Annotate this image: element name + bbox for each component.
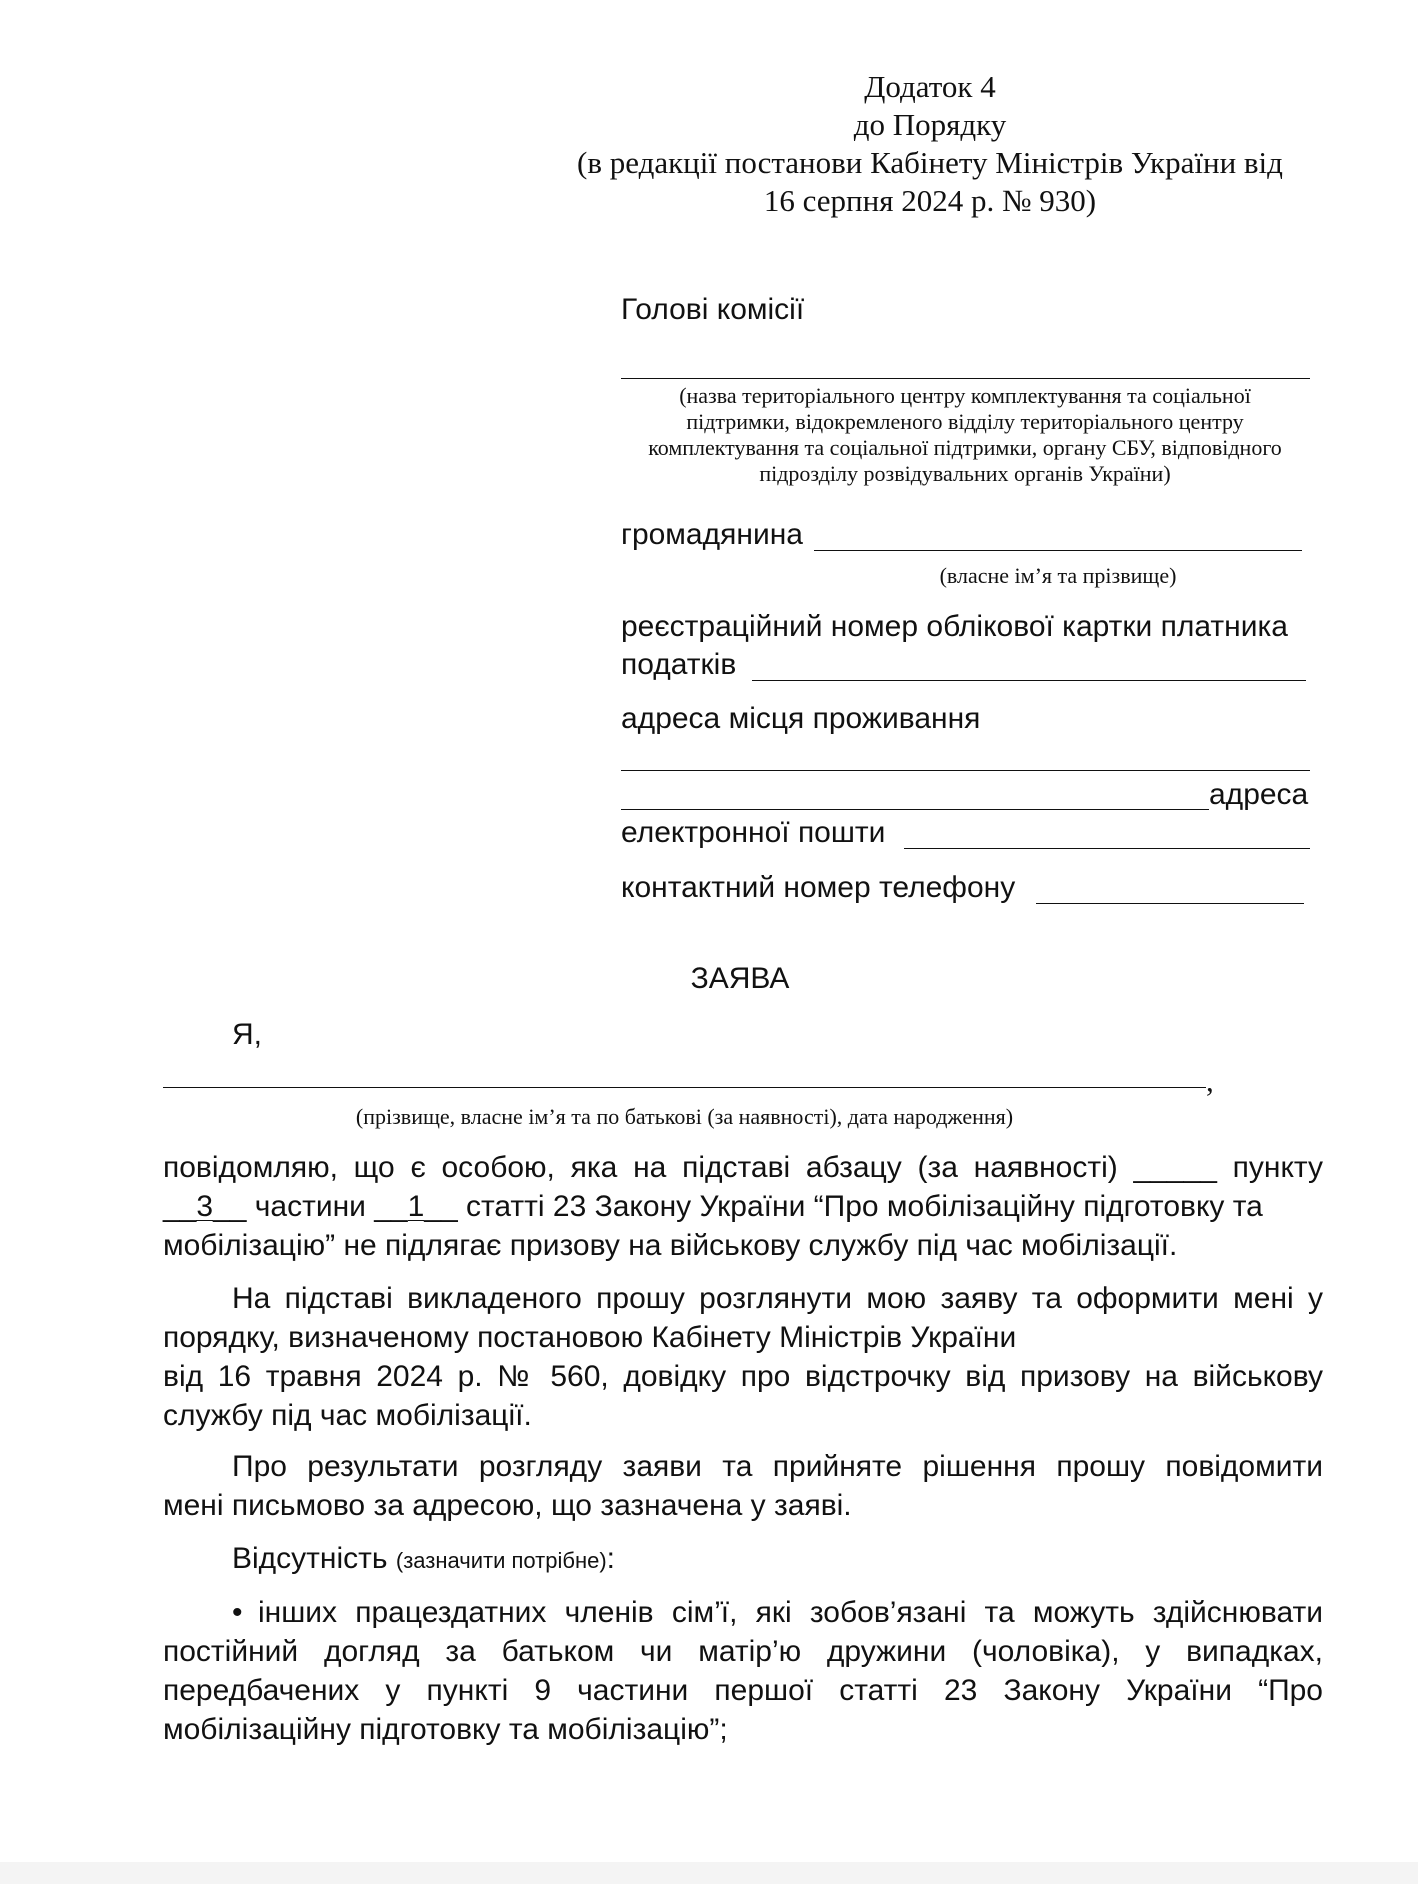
p1-pre: __ bbox=[163, 1190, 197, 1223]
page-bottom-edge bbox=[0, 1862, 1418, 1884]
org-name-line[interactable] bbox=[621, 378, 1310, 379]
appendix-edition: (в редакції постанови Кабінету Міністрів України від bbox=[577, 145, 1283, 180]
org-caption-4: підрозділу розвідувальних органів України) bbox=[759, 461, 1171, 486]
tax-number-label: реєстраційний номер облікової картки платника bbox=[621, 610, 1288, 643]
p2-line-4: службу під час мобілізації. bbox=[163, 1399, 532, 1432]
email-label-1: адреса bbox=[1209, 778, 1309, 811]
p2-line-2: порядку, визначеному постановою Кабінету Міністрів України bbox=[163, 1321, 1017, 1354]
p1-part-value[interactable]: 1 bbox=[407, 1190, 425, 1223]
phone-line[interactable] bbox=[1036, 903, 1304, 904]
org-caption-1: (назва територіального центру комплектування та соціальної bbox=[679, 383, 1251, 408]
p3-line-1: Про результати розгляду заяви та прийняте рішення прошу повідомити bbox=[232, 1450, 1323, 1483]
email-line[interactable] bbox=[904, 848, 1310, 849]
p1-post: __ статті 23 Закону України “Про мобілізаційну підготовку та bbox=[424, 1190, 1263, 1223]
b1-line-1: інших працездатних членів сім’ї, які зобов’язані та можуть здійснювати bbox=[258, 1596, 1323, 1629]
document-title: ЗАЯВА bbox=[690, 962, 790, 995]
b1-line-2: постійний догляд за батьком чи матір’ю дружини (чоловіка), у випадках, bbox=[163, 1635, 1323, 1668]
b1-line-3: передбачених у пункті 9 частини першої статті 23 Закону України “Про bbox=[163, 1674, 1323, 1707]
person-line-comma: , bbox=[1206, 1063, 1214, 1098]
p1-line-1: повідомляю, що є особою, яка на підставі абзацу (за наявності) _____ пункту bbox=[163, 1151, 1323, 1184]
residence-label: адреса місця проживання bbox=[621, 702, 981, 735]
email-label-2: електронної пошти bbox=[621, 816, 886, 849]
tax-number-line[interactable] bbox=[752, 680, 1306, 681]
residence-line-2[interactable] bbox=[621, 809, 1209, 810]
residence-line-1[interactable] bbox=[621, 770, 1310, 771]
bullet-marker: • bbox=[232, 1596, 243, 1629]
org-caption-3: комплектування та соціальної підтримки, органу СБУ, відповідного bbox=[648, 435, 1282, 460]
p1-part-label: __ частини __ bbox=[213, 1190, 408, 1223]
absence-colon: : bbox=[606, 1542, 616, 1575]
appendix-date: 16 серпня 2024 р. № 930) bbox=[763, 183, 1097, 218]
absence-label: Відсутність bbox=[232, 1542, 388, 1575]
phone-label: контактний номер телефону bbox=[621, 871, 1016, 904]
p1-line-2 bbox=[163, 1188, 1263, 1226]
citizen-label: громадянина bbox=[621, 518, 803, 551]
appendix-reference: до Порядку bbox=[853, 107, 1007, 142]
p3-line-2: мені письмово за адресою, що зазначена у заяві. bbox=[163, 1489, 852, 1522]
person-line[interactable] bbox=[163, 1087, 1206, 1088]
person-caption: (прізвище, власне ім’я та по батькові (за наявності), дата народження) bbox=[355, 1104, 1014, 1129]
p2-line-3: від 16 травня 2024 р. № 560, довідку про відстрочку від призову на військову bbox=[163, 1360, 1323, 1393]
absence-heading bbox=[232, 1540, 615, 1578]
citizen-name-line[interactable] bbox=[814, 550, 1302, 551]
tax-number-label-2: податків bbox=[621, 648, 737, 681]
org-caption-2: підтримки, відокремленого відділу територіального центру bbox=[686, 409, 1244, 434]
p1-item-value[interactable]: 3 bbox=[196, 1190, 214, 1223]
absence-note: (зазначити потрібне) bbox=[395, 1548, 607, 1573]
appendix-number: Додаток 4 bbox=[864, 69, 996, 104]
addressee-title: Голові комісії bbox=[621, 293, 805, 326]
p1-line-3: мобілізацію” не підлягає призову на військову службу під час мобілізації. bbox=[163, 1229, 1178, 1262]
i-label: Я, bbox=[232, 1018, 262, 1051]
p2-line-1: На підставі викладеного прошу розглянути мою заяву та оформити мені у bbox=[232, 1282, 1323, 1315]
citizen-caption: (власне ім’я та прізвище) bbox=[939, 563, 1177, 588]
b1-line-4: мобілізаційну підготовку та мобілізацію”; bbox=[163, 1713, 728, 1746]
